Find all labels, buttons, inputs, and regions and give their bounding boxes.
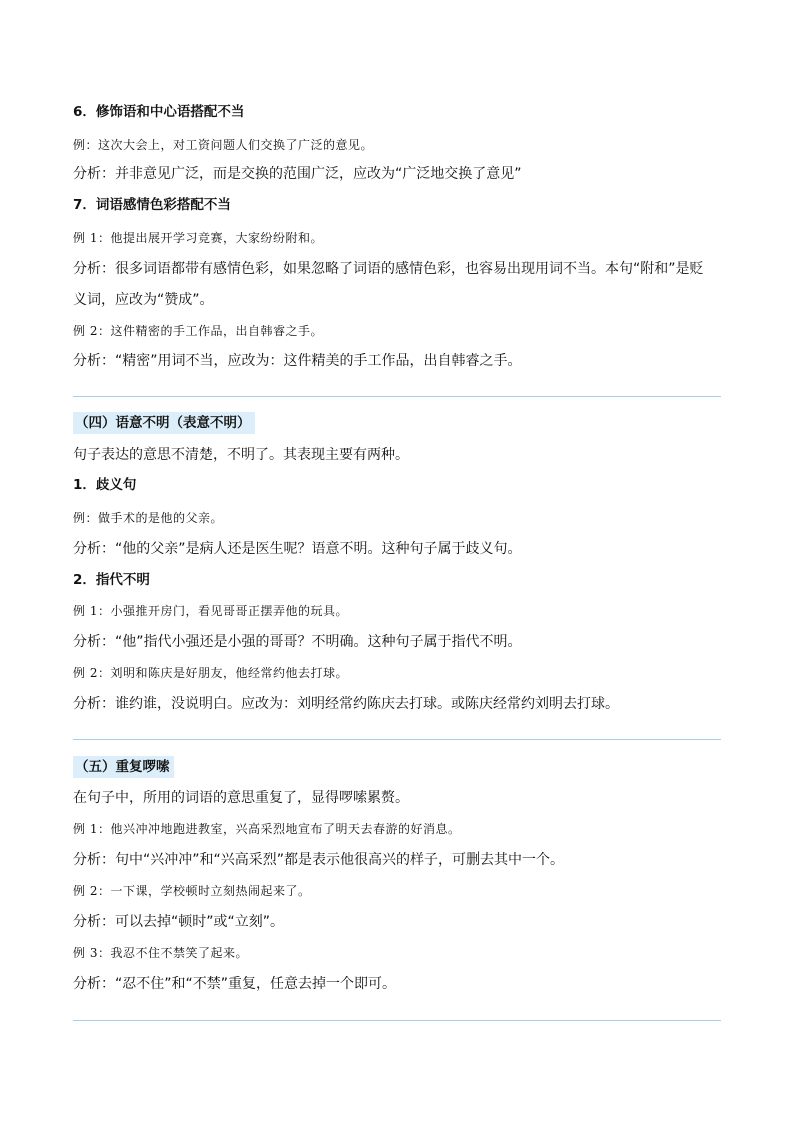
analysis-reference-1: 分析：“他”指代小强还是小强的哥哥？不明确。这种句子属于指代不明。 (73, 634, 522, 650)
analysis-ambiguous: 分析：“他的父亲”是病人还是医生呢？语意不明。这种句子属于歧义句。 (73, 541, 522, 557)
example-repeat-3: 例 3：我忍不住不禁笑了起来。 (73, 946, 248, 960)
section-5-intro: 在句子中，所用的词语的意思重复了，显得啰嗦累赘。 (73, 790, 409, 806)
example-repeat-1: 例 1：他兴冲冲地跑进教室，兴高采烈地宣布了明天去春游的好消息。 (73, 822, 461, 836)
example-7-1: 例 1：他提出展开学习竞赛，大家纷纷附和。 (73, 231, 323, 245)
analysis-7-1-line1: 分析：很多词语都带有感情色彩，如果忽略了词语的感情色彩，也容易出现用词不当。本句“附和”是贬 (73, 261, 704, 277)
example-reference-2: 例 2：刘明和陈庆是好朋友，他经常约他去打球。 (73, 666, 348, 680)
example-reference-1: 例 1：小强推开房门，看见哥哥正摆弄他的玩具。 (73, 604, 348, 618)
example-repeat-2: 例 2：一下课，学校顿时立刻热闹起来了。 (73, 884, 311, 898)
analysis-repeat-2: 分析：可以去掉“顿时”或“立刻”。 (73, 914, 285, 930)
heading-ambiguous: 1．歧义句 (73, 477, 137, 493)
analysis-6: 分析：并非意见广泛，而是交换的范围广泛，应改为“广泛地交换了意见” (73, 166, 522, 182)
analysis-7-2: 分析：“精密”用词不当，应改为：这件精美的手工作品，出自韩睿之手。 (73, 353, 522, 369)
example-7-2: 例 2：这件精密的手工作品，出自韩睿之手。 (73, 324, 323, 338)
section-5-title: （五）重复啰嗦 (73, 756, 174, 778)
divider-1 (73, 396, 721, 397)
heading-reference: 2．指代不明 (73, 572, 150, 588)
analysis-reference-2: 分析：谁约谁，没说明白。应改为：刘明经常约陈庆去打球。或陈庆经常约刘明去打球。 (73, 696, 619, 712)
divider-3 (73, 1020, 721, 1021)
heading-7: 7．词语感情色彩搭配不当 (73, 197, 231, 213)
analysis-repeat-1: 分析：句中“兴冲冲”和“兴高采烈”都是表示他很高兴的样子，可删去其中一个。 (73, 852, 565, 868)
example-6: 例：这次大会上，对工资问题人们交换了广泛的意见。 (73, 138, 374, 152)
example-ambiguous: 例：做手术的是他的父亲。 (73, 511, 224, 525)
analysis-7-1-line2: 义词，应改为“赞成”。 (73, 292, 214, 308)
section-4-title: （四）语意不明（表意不明） (73, 412, 255, 434)
divider-2 (73, 739, 721, 740)
analysis-repeat-3: 分析：“忍不住”和“不禁”重复，任意去掉一个即可。 (73, 976, 397, 992)
heading-6: 6．修饰语和中心语搭配不当 (73, 104, 245, 120)
section-4-intro: 句子表达的意思不清楚，不明了。其表现主要有两种。 (73, 447, 409, 463)
